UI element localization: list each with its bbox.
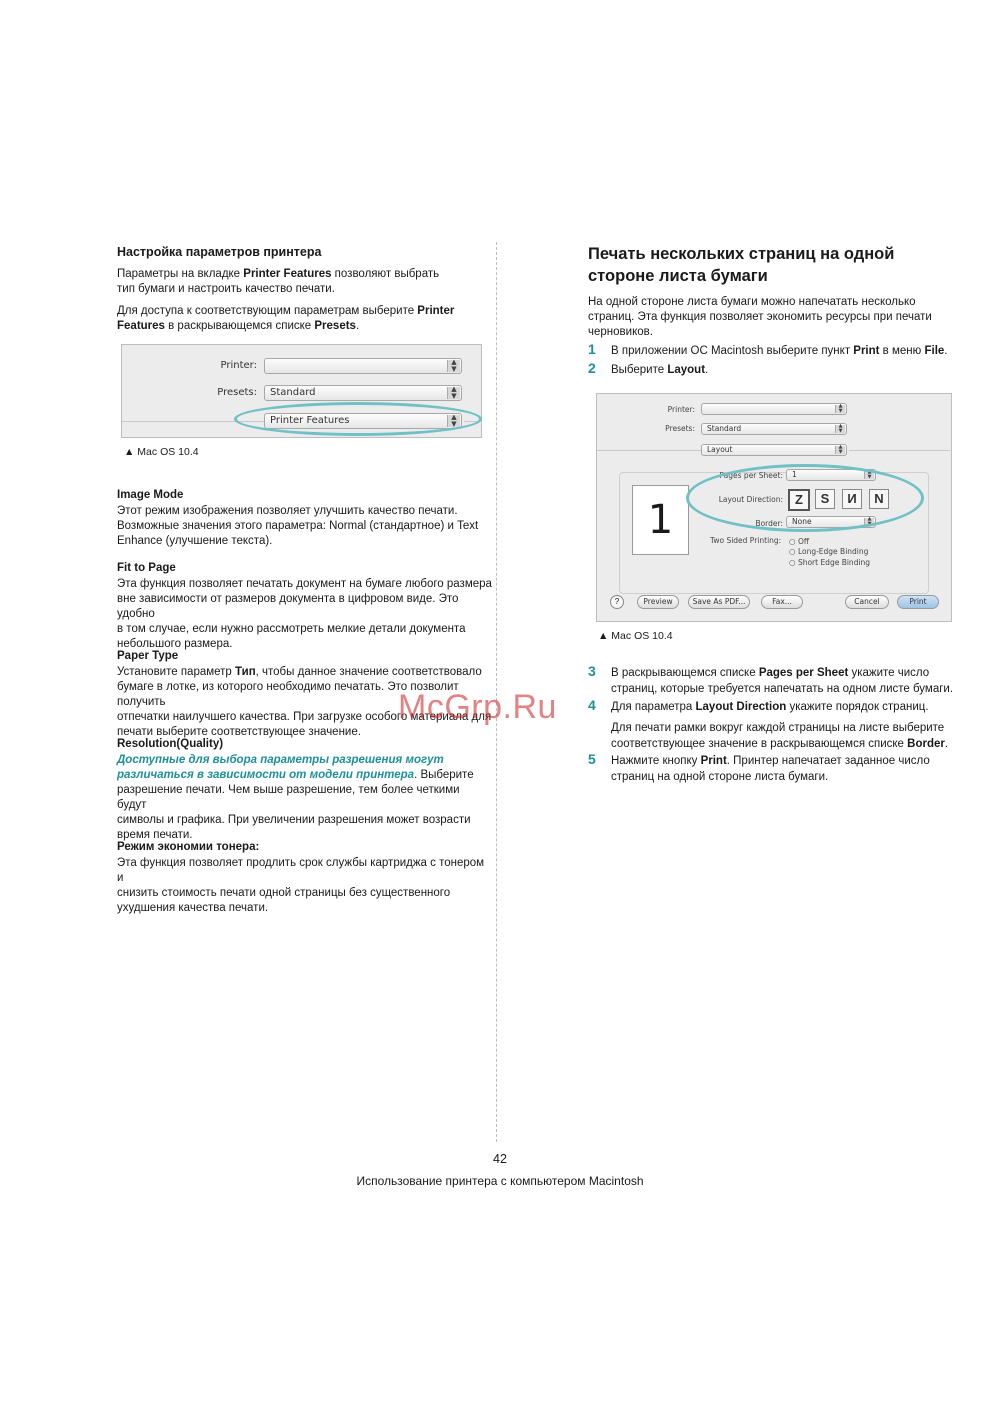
step-3-text: В раскрывающемся списке Pages per Sheet укажите число страниц, которые требуется напечатать на одном листе бумаги. <box>611 667 954 695</box>
two-sided-label: Two Sided Printing: <box>710 536 782 545</box>
page-preview: 1 <box>632 485 689 555</box>
pages-per-sheet-select[interactable]: 1 ▲ ▼ <box>786 469 876 481</box>
chevron-updown-icon: ▲ ▼ <box>835 425 845 433</box>
step-1-text: В приложении ОС Macintosh выберите пункт Print в меню File. <box>611 345 948 357</box>
resolution-title: Resolution(Quality) <box>117 738 224 750</box>
border-label: Border: <box>755 519 783 528</box>
footer-title: Использование принтера с компьютером Macintosh <box>356 1174 644 1188</box>
printer-select[interactable] <box>701 403 847 415</box>
help-button[interactable]: ? <box>610 595 624 609</box>
fax-button[interactable]: Fax... <box>761 595 803 609</box>
layout-direction-z[interactable]: Z <box>788 489 810 511</box>
paper-type-title: Paper Type <box>117 650 179 662</box>
step-5-text: Нажмите кнопку Print. Принтер напечатает заданное число страниц на одной стороне листа бумаги. <box>611 755 930 783</box>
highlight-ellipse <box>234 402 482 436</box>
highlight-ellipse <box>686 464 924 532</box>
step-number: 3 <box>588 663 596 679</box>
layout-direction-i[interactable]: И <box>842 489 862 509</box>
step-number: 4 <box>588 697 596 713</box>
section-title: Настройка параметров принтера <box>117 245 322 259</box>
layout-direction-s[interactable]: S <box>815 489 835 509</box>
presets-select[interactable]: Standard ▲ ▼ <box>264 385 462 401</box>
chevron-updown-icon: ▲ ▼ <box>835 446 845 454</box>
resolution-text: Доступные для выбора параметры разрешения могут различаться в зависимости от модели принтера. Выберите разрешение печати. Чем выше разрешение, тем более четкими будут символы и графика. При увеличении разрешения может возрасти время печати. <box>117 754 474 841</box>
panel-select[interactable]: Printer Features ▲ ▼ <box>264 413 462 429</box>
printer-select[interactable] <box>264 358 462 374</box>
border-select[interactable]: None ▲ ▼ <box>786 516 876 528</box>
preview-button[interactable]: Preview <box>637 595 679 609</box>
step-2-text: Выберите Layout. <box>611 364 709 376</box>
image-mode-text: Этот режим изображения позволяет улучшить качество печати. Возможные значения этого параметра: Normal (стандартное) и Text Enhance (улучшение текста). <box>117 505 479 547</box>
step-number: 5 <box>588 751 596 767</box>
chevron-updown-icon: ▲ ▼ <box>447 360 460 372</box>
toner-text: Эта функция позволяет продлить срок службы картриджа с тонером и снизить стоимость печати одной страницы без существенного ухудшения качества печати. <box>117 857 485 914</box>
presets-label: Presets: <box>217 387 257 398</box>
right-section-title: Печать нескольких страниц на одной стороне листа бумаги <box>588 245 895 285</box>
chevron-updown-icon: ▲ ▼ <box>835 405 845 413</box>
presets-select[interactable]: Standard ▲ ▼ <box>701 423 847 435</box>
two-sided-off-option[interactable]: ○ Off <box>789 537 810 546</box>
layout-direction-n[interactable]: N <box>869 489 889 509</box>
save-as-pdf-button[interactable]: Save As PDF... <box>688 595 750 609</box>
cancel-button[interactable]: Cancel <box>845 595 889 609</box>
figure-caption: ▲ Mac OS 10.4 <box>598 630 673 642</box>
page-number: 42 <box>493 1152 507 1166</box>
chevron-updown-icon: ▲ ▼ <box>864 518 874 526</box>
paper-type-text: Установите параметр Тип, чтобы данное значение соответствовало бумаге в лотке, из которого необходимо печатать. Это позволит получить отпечатки наилучшего качества. При загрузке особого материала для печати выберите соответствующее значение. <box>117 666 492 738</box>
image-mode-title: Image Mode <box>117 489 184 501</box>
divider-line <box>597 450 701 451</box>
chevron-updown-icon: ▲ ▼ <box>447 387 460 399</box>
fit-to-page-title: Fit to Page <box>117 562 176 574</box>
two-sided-short-option[interactable]: ○ Short Edge Binding <box>789 558 871 567</box>
panel-select[interactable]: Layout ▲ ▼ <box>701 444 847 456</box>
pages-per-sheet-label: Pages per Sheet: <box>719 471 783 480</box>
step-4-note: Для печати рамки вокруг каждой страницы на листе выберите соответствующее значение в раскрывающемся списке Border. <box>611 722 949 750</box>
intro-paragraph-1: Параметры на вкладке Printer Features позволяют выбрать тип бумаги и настроить качество печати. <box>117 268 440 295</box>
toner-title: Режим экономии тонера: <box>117 841 260 853</box>
divider-line <box>849 450 950 451</box>
step-number: 1 <box>588 341 596 357</box>
two-sided-long-option[interactable]: ○ Long-Edge Binding <box>789 547 869 556</box>
layout-direction-label: Layout Direction: <box>718 495 783 504</box>
chevron-updown-icon: ▲ ▼ <box>864 471 874 479</box>
fit-to-page-text: Эта функция позволяет печатать документ на бумаге любого размера вне зависимости от размеров документа в цифровом виде. Это удобно в том случае, если нужно рассмотреть мелкие детали документа небольшого размера. <box>117 578 492 650</box>
print-button[interactable]: Print <box>897 595 939 609</box>
printer-label: Printer: <box>667 405 695 414</box>
figure-caption: ▲ Mac OS 10.4 <box>124 446 199 458</box>
presets-label: Presets: <box>665 424 695 433</box>
step-4-text: Для параметра Layout Direction укажите порядок страниц. <box>611 701 929 713</box>
right-intro: На одной стороне листа бумаги можно напечатать несколько страниц. Эта функция позволяет экономить ресурсы при печати черновиков. <box>588 296 932 338</box>
printer-label: Printer: <box>220 360 257 371</box>
intro-paragraph-2: Для доступа к соответствующим параметрам выберите Printer Features в раскрывающемся списке Presets. <box>117 305 455 332</box>
watermark: McGrp.Ru <box>398 688 557 726</box>
step-number: 2 <box>588 360 596 376</box>
chevron-updown-icon: ▲ ▼ <box>447 415 460 427</box>
